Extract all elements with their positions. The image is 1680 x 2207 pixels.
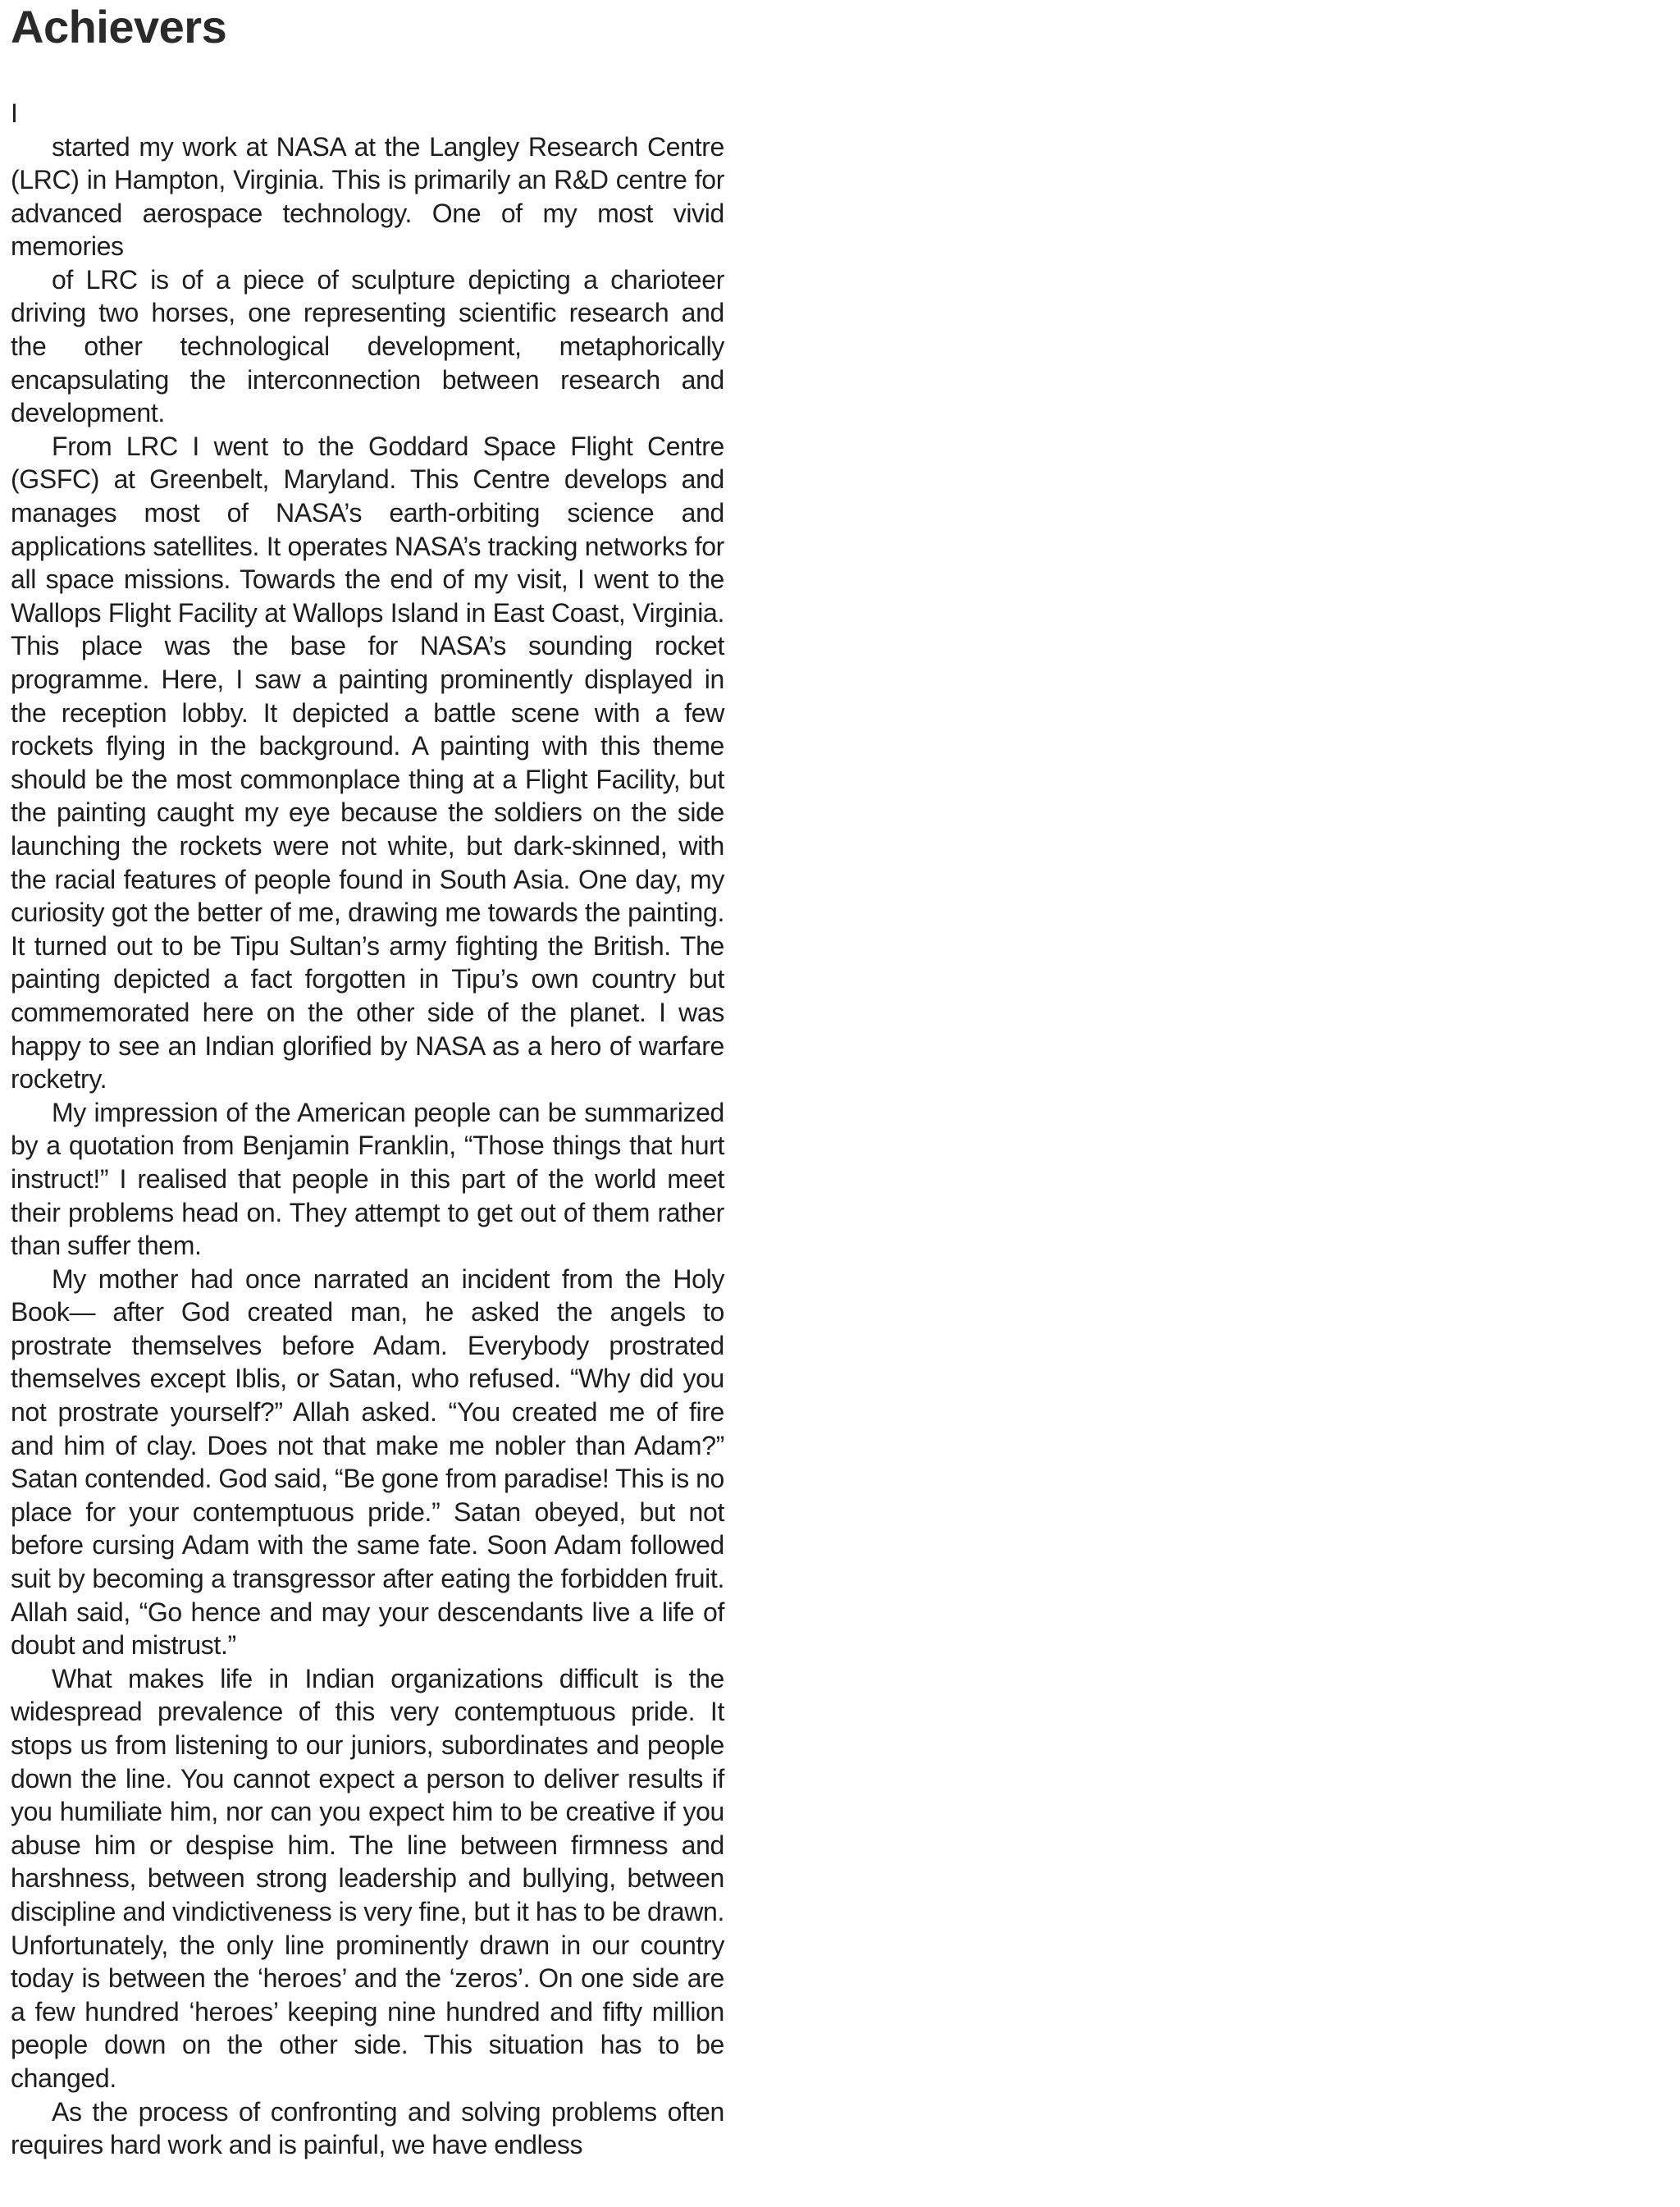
- page-title: Achievers: [11, 1, 227, 53]
- paragraph-7: As the process of confronting and solving problems often requires hard work and is painful, we have endless: [11, 2096, 724, 2160]
- paragraph-2: of LRC is of a piece of sculpture depicting a charioteer driving two horses, one representing scientific research and the other technological development, metaphorically encapsulating the interconnection between research and development.: [11, 264, 724, 428]
- body-text: [11, 130, 724, 2162]
- paragraph-4: My impression of the American people can be summarized by a quotation from Benjamin Franklin, “Those things that hurt instruct!” I realised that people in this part of the world meet their problems head on. They attempt to get out of them rather than suffer them.: [11, 1097, 724, 1261]
- paragraph-5: My mother had once narrated an incident from the Holy Book— after God created man, he asked the angels to prostrate themselves before Adam. Everybody prostrated themselves except Iblis, or Satan, who refused. “Why did you not prostrate yourself?” Allah asked. “You created me of fire and him of clay. Does not that make me nobler than Adam?” Satan contended. God said, “Be gone from paradise! This is no place for your contemptuous pride.” Satan obeyed, but not before cursing Adam with the same fate. Soon Adam followed suit by becoming a transgressor after eating the forbidden fruit. Allah said, “Go hence and may your descendants live a life of doubt and mistrust.”: [11, 1263, 724, 1661]
- opening-letter: I: [11, 98, 18, 128]
- paragraph-6: What makes life in Indian organizations difficult is the widespread prevalence of this very contemptuous pride. It stops us from listening to our juniors, subordinates and people down the line. You cannot expect a person to deliver results if you humiliate him, nor can you expect him to be creative if you abuse him or despise him. The line between firmness and harshness, between strong leadership and bullying, between discipline and vindictiveness is very fine, but it has to be drawn. Unfortunately, the only line prominently drawn in our country today is between the ‘heroes’ and the ‘zeros’. On one side are a few hundred ‘heroes’ keeping nine hundred and fifty million people down on the other side. This situation has to be changed.: [11, 1663, 724, 2093]
- paragraph-1: started my work at NASA at the Langley Research Centre (LRC) in Hampton, Virginia. This is primarily an R&D centre for advanced aerospace technology. One of my most vivid memories: [11, 131, 724, 262]
- paragraph-3: From LRC I went to the Goddard Space Flight Centre (GSFC) at Greenbelt, Maryland. This Centre develops and manages most of NASA’s earth-orbiting science and applications satellites. It operates NASA’s tracking networks for all space missions. Towards the end of my visit, I went to the Wallops Flight Facility at Wallops Island in East Coast, Virginia. This place was the base for NASA’s sounding rocket programme. Here, I saw a painting prominently displayed in the reception lobby. It depicted a battle scene with a few rockets flying in the background. A painting with this theme should be the most commonplace thing at a Flight Facility, but the painting caught my eye because the soldiers on the side launching the rockets were not white, but dark-skinned, with the racial features of people found in South Asia. One day, my curiosity got the better of me, drawing me towards the painting. It turned out to be Tipu Sultan’s army fighting the British. The painting depicted a fact forgotten in Tipu’s own country but commemorated here on the other side of the planet. I was happy to see an Indian glorified by NASA as a hero of warfare rocketry.: [11, 431, 724, 1094]
- document-page: [11, 0, 724, 2162]
